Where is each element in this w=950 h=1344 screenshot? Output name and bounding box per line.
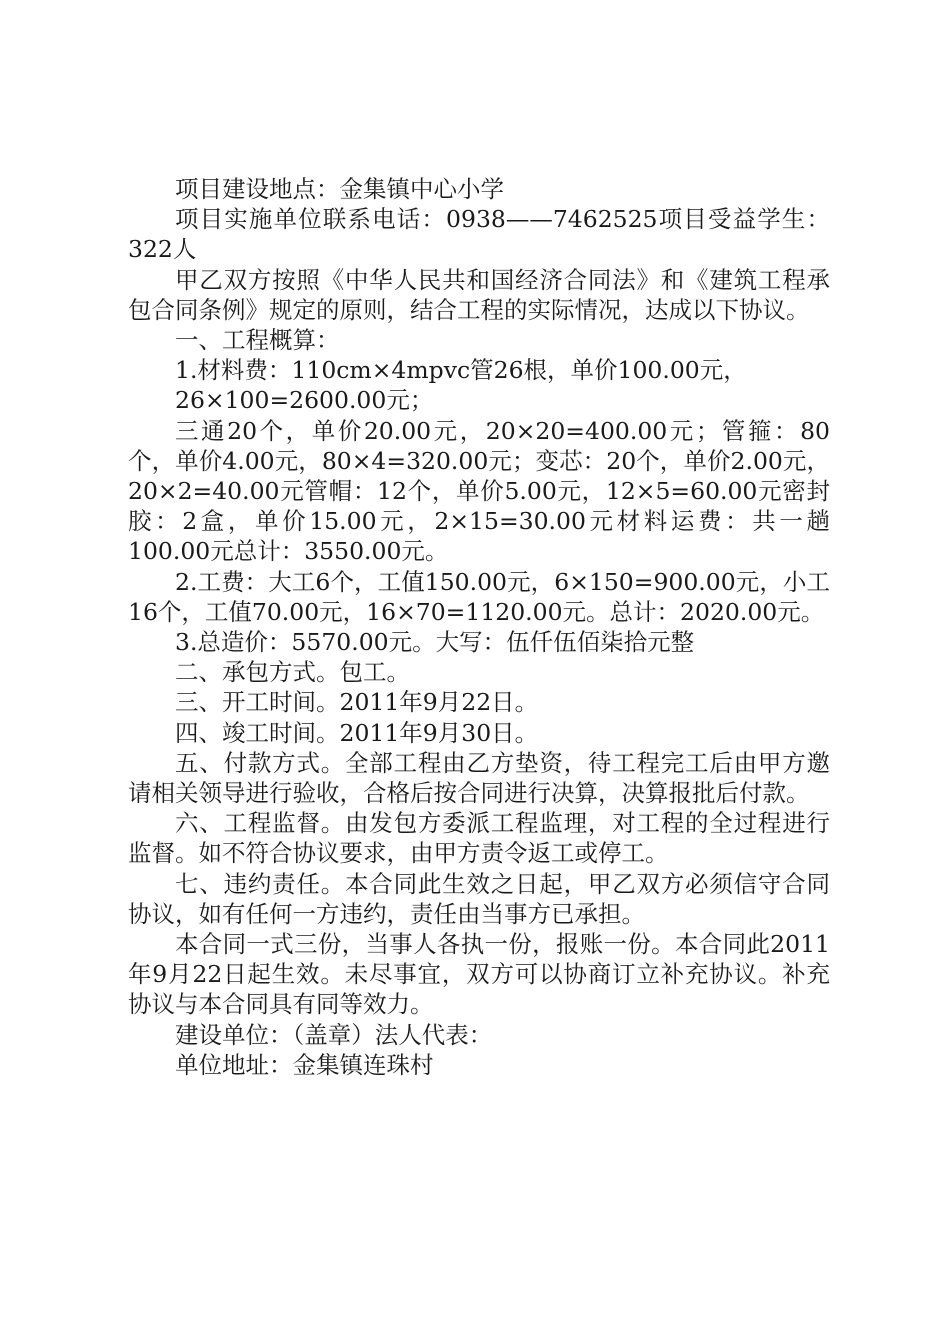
paragraph-labor-cost: 2.工费：大工6个，工值150.00元，6×150=900.00元，小工16个，工值70.00元，16×70=1120.00元。总计：2020.00元。 (128, 567, 830, 626)
paragraph-contract-type: 二、承包方式。包工。 (175, 658, 410, 687)
paragraph-payment: 五、付款方式。全部工程由乙方垫资，待工程完工后由甲方邀请相关领导进行验收，合格后按合同进行决算，决算报批后付款。 (128, 748, 830, 808)
paragraph-start-date: 三、开工时间。2011年9月22日。 (175, 688, 539, 717)
paragraph-agreement: 甲乙双方按照《中华人民共和国经济合同法》和《建筑工程承包合同条例》规定的原则，结合工程的实际情况，达成以下协议。 (128, 265, 830, 324)
paragraph-copies: 本合同一式三份，当事人各执一份，报账一份。本合同此2011年9月22日起生效。未尽事宜，双方可以协商订立补充协议。补充协议与本合同具有同等效力。 (128, 930, 830, 1019)
heading-budget: 一、工程概算： (175, 326, 340, 355)
paragraph-address: 单位地址：金集镇连珠村 (175, 1050, 434, 1079)
paragraph-contact: 项目实施单位联系电话：0938——7462525项目受益学生：322人 (128, 205, 830, 264)
paragraph-site: 项目建设地点：金集镇中心小学 (175, 175, 504, 203)
paragraph-material-items: 三通20个，单价20.00元，20×20=400.00元；管箍：80个，单价4.00元，80×4=320.00元；变芯：20个，单价2.00元，20×2=40.00元管帽：12个，单价5.00元，12×5=60.00元密封胶：2盒，单价15.00元，2×15=30.00元材料运费：共一趟100.00元总计：3550.00元。 (128, 416, 830, 566)
paragraph-end-date: 四、竣工时间。2011年9月30日。 (175, 718, 539, 747)
paragraph-supervision: 六、工程监督。由发包方委派工程监理，对工程的全过程进行监督。如不符合协议要求，由甲方责令返工或停工。 (128, 809, 830, 868)
paragraph-material-cost: 1.材料费：110cm×4mpvc管26根，单价100.00元， (175, 356, 747, 385)
paragraph-material-calc: 26×100=2600.00元； (175, 386, 434, 415)
document-body (128, 174, 830, 1080)
paragraph-total-cost: 3.总造价：5570.00元。大写：伍仟伍佰柒拾元整 (175, 628, 695, 657)
paragraph-builder: 建设单位：（盖章）法人代表： (175, 1020, 493, 1049)
paragraph-liability: 七、违约责任。本合同此生效之日起，甲乙双方必须信守合同协议，如有任何一方违约，责任由当事方已承担。 (128, 869, 830, 928)
